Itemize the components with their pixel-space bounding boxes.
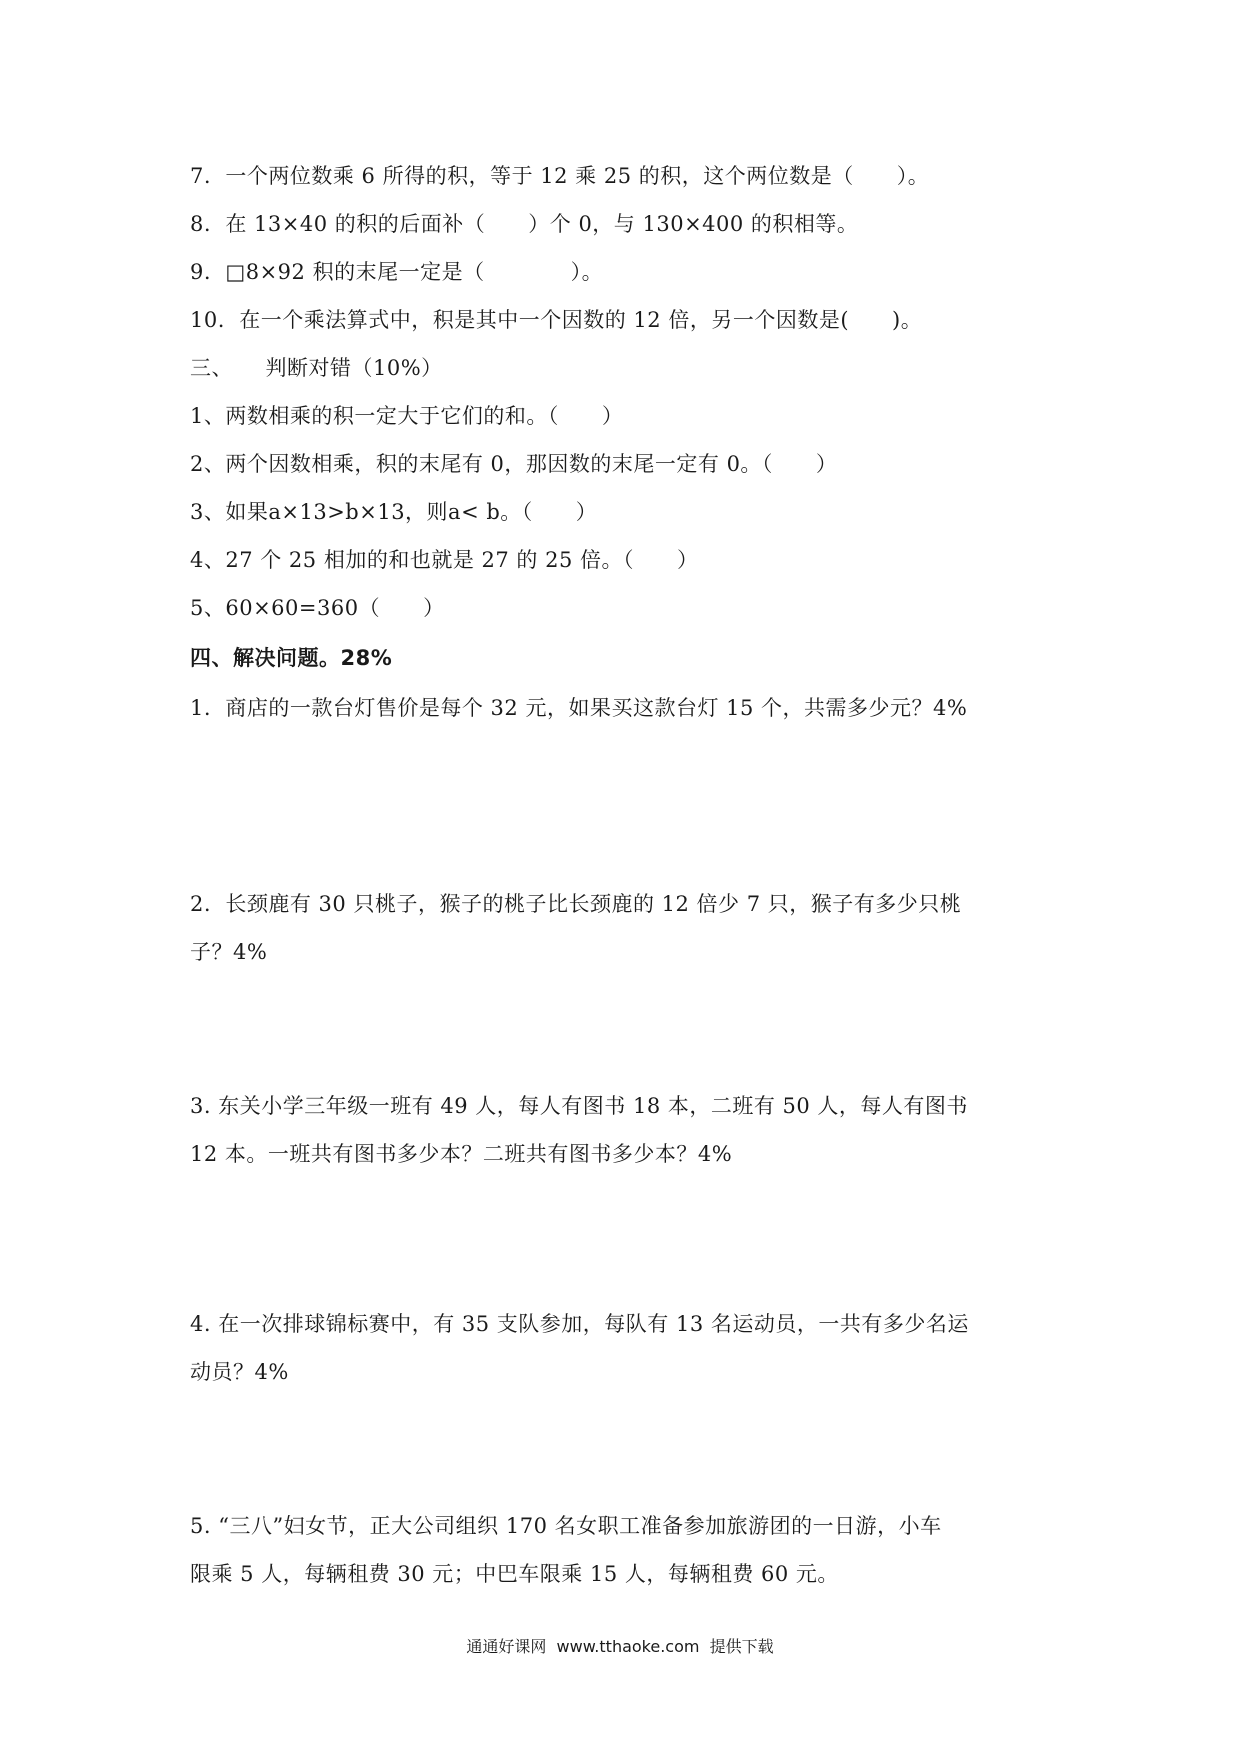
problem-1: 1. 商店的一款台灯售价是每个 32 元，如果买这款台灯 15 个，共需多少元？4% (190, 696, 968, 720)
problem-3-line-1: 3. 东关小学三年级一班有 49 人，每人有图书 18 本，二班有 50 人，每人有图书 (190, 1094, 968, 1118)
judge-item-5: 5、60×60=360（ ） (190, 596, 445, 620)
problem-3-line-2: 12 本。一班共有图书多少本？二班共有图书多少本？4% (190, 1142, 733, 1166)
question-9: 9. □8×92 积的末尾一定是（ ）。 (190, 260, 604, 284)
problem-4-line-1: 4. 在一次排球锦标赛中，有 35 支队参加，每队有 13 名运动员，一共有多少名运 (190, 1312, 969, 1336)
footer-credit: 通通好课网 www.tthaoke.com 提供下载 (466, 1637, 774, 1656)
question-8: 8. 在 13×40 的积的后面补（ ）个 0，与 130×400 的积相等。 (190, 212, 859, 236)
section-4-title: 四、解决问题。28% (190, 646, 393, 670)
problem-5-line-2: 限乘 5 人，每辆租费 30 元；中巴车限乘 15 人，每辆租费 60 元。 (190, 1562, 839, 1586)
problem-2-line-1: 2. 长颈鹿有 30 只桃子，猴子的桃子比长颈鹿的 12 倍少 7 只，猴子有多少只桃 (190, 892, 962, 916)
problem-5-line-1: 5. “三八”妇女节，正大公司组织 170 名女职工准备参加旅游团的一日游，小车 (190, 1514, 942, 1538)
section-3-title: 三、 判断对错（10%） (190, 356, 443, 380)
judge-item-2: 2、两个因数相乘，积的末尾有 0，那因数的末尾一定有 0。（ ） (190, 452, 838, 476)
question-10: 10. 在一个乘法算式中，积是其中一个因数的 12 倍，另一个因数是( )。 (190, 308, 923, 332)
problem-4-line-2: 动员？4% (190, 1360, 289, 1384)
judge-item-1: 1、两数相乘的积一定大于它们的和。（ ） (190, 404, 624, 428)
question-7: 7. 一个两位数乘 6 所得的积，等于 12 乘 25 的积，这个两位数是（ ）。 (190, 164, 930, 188)
judge-item-3: 3、如果a×13>b×13，则a< b。（ ） (190, 500, 598, 524)
judge-item-4: 4、27 个 25 相加的和也就是 27 的 25 倍。（ ） (190, 548, 699, 572)
problem-2-line-2: 子？4% (190, 940, 268, 964)
